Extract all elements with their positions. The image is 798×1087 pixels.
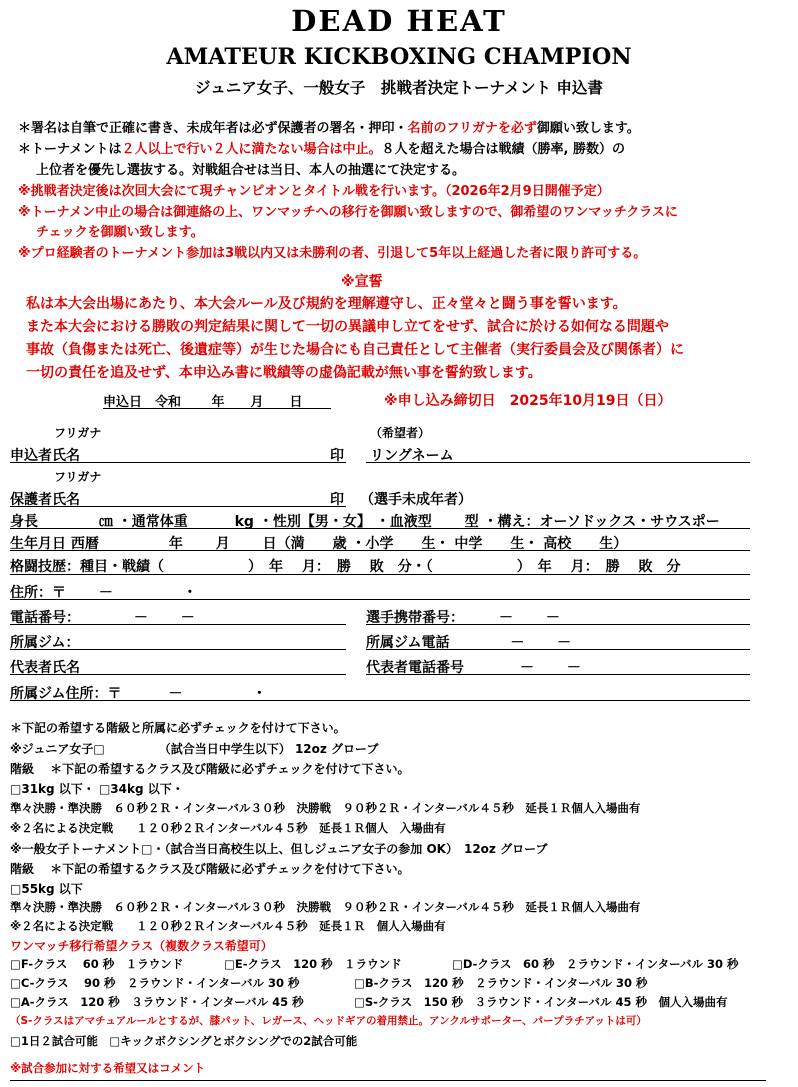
body-info: 身長 ㎝ ・通常体重 kg ・性別【男・女】 ・血液型 型 ・構え：オーソドックス・サウスポー: [10, 514, 720, 530]
form-title: ジュニア女子、一般女子 挑戦者決定トーナメント 申込書: [195, 79, 603, 97]
career-info: 格闘技歴：種目・戦績（ ） 年 月： 勝 敗 分・（ ） 年 月： 勝 敗 分: [10, 559, 681, 575]
junior-entry: ※ジュニア女子□ （試合当日中学生以下） 12oz グローブ: [10, 742, 379, 756]
class-note: ＊下記の希望する階級と所属に必ずチェックを付けて下さい。: [10, 721, 346, 735]
class-s: □S-クラス 150 秒 ３ラウンド・インターバル 45 秒 個人入場曲有: [354, 995, 728, 1009]
one-match-heading: ワンマッチ移行希望クラス（複数クラス希望可）: [10, 939, 273, 953]
class-b: □B-クラス 120 秒 ２ラウンド・インターバル 30 秒: [354, 976, 648, 990]
phone-field: 電話番号： － －: [10, 610, 195, 626]
oath-heading: ※宣誓: [341, 274, 383, 290]
rep-phone-field: 代表者電話番号 － －: [366, 660, 581, 676]
gym-field: 所属ジム：: [10, 635, 80, 651]
seal-1: 印: [330, 448, 344, 464]
note-2-cont: 上位者を優先し選抜する。対戦組合せは当日、本人の抽選にて決定する。: [36, 163, 466, 178]
class-e: □E-クラス 120 秒 １ラウンド: [224, 957, 402, 971]
wish-label: （希望者）: [370, 426, 431, 440]
note-3: ※挑戦者決定後は次回大会にて現チャンピオンとタイトル戦を行います。（2026年2月9日開催予定）: [18, 184, 610, 199]
note-4-cont: チェックを御願い致します。: [36, 225, 204, 240]
mobile-field: 選手携帯番号： － －: [366, 610, 560, 626]
oath-line-1: 私は本大会出場にあたり、本大会ルール及び規約を理解遵守し、正々堂々と闘う事を誓います。: [26, 296, 627, 312]
class-d: □D-クラス 60 秒 ２ラウンド・インターバル 30 秒: [452, 957, 739, 971]
applicant-name-label: 申込者氏名: [10, 448, 80, 464]
junior-decision: ※２名による決定戦 １２０秒２Ｒインターバル４５秒 延長１Ｒ個人 入場曲有: [10, 821, 446, 835]
general-weights: □55kg 以下: [10, 882, 83, 896]
minor-label: （選手未成年者）: [360, 492, 472, 508]
furigana-applicant: フリガナ: [54, 426, 102, 440]
address-field: 住所：〒 － ・: [10, 585, 197, 601]
seal-2: 印: [330, 492, 344, 508]
two-matches: □1日２試合可能 □キックボクシングとボクシングでの2試合可能: [10, 1034, 358, 1048]
guardian-name-label: 保護者氏名: [10, 492, 80, 508]
furigana-guardian: フリガナ: [54, 470, 102, 484]
oath-line-4: 一切の責任を追及せず、本申込み書に戦績等の虚偽記載が無い事を誓約致します。: [26, 365, 542, 381]
oath-line-2: また本大会における勝敗の判定結果に関して一切の異議申し立てをせず、試合に於ける如何なる問題や: [26, 319, 669, 335]
sub-title: AMATEUR KICKBOXING CHAMPION: [166, 44, 632, 70]
note-1: ＊署名は自筆で正確に書き、未成年者は必ず保護者の署名・押印・名前のフリガナを必ず御願い致します。: [18, 121, 640, 136]
class-c: □C-クラス 90 秒 ２ラウンド・インターバル 30 秒: [10, 976, 300, 990]
birth-info: 生年月日 西暦 年 月 日（満 歳 ・小学 生・ 中学 生・ 高校 生）: [10, 536, 628, 552]
general-weight-note: 階級 ＊下記の希望するクラス及び階級に必ずチェックを付けて下さい。: [10, 862, 410, 876]
rep-field: 代表者氏名: [10, 660, 80, 676]
note-4: ※トーナメン中止の場合は御連絡の上、ワンマッチへの移行を御願い致しますので、御希望のワンマッチクラスに: [18, 205, 678, 220]
general-entry: ※一般女子トーナメント□・（試合当日高校生以上、但しジュニア女子の参加 OK） 12oz グローブ: [10, 842, 548, 856]
note-5: ※プロ経験者のトーナメント参加は3戦以内又は未勝利の者、引退して5年以上経過した者に限り許可する。: [18, 246, 647, 261]
apply-date: 申込日 令和 年 月 日: [103, 395, 303, 410]
class-f: □F-クラス 60 秒 １ラウンド: [10, 957, 184, 971]
oath-line-3: 事故（負傷または死亡、後遺症等）が生じた場合にも自己責任として主催者（実行委員会及び関係者）に: [26, 342, 684, 358]
junior-weights: □31kg 以下・ □34kg 以下・: [10, 782, 184, 796]
deadline: ※申し込み締切日 2025年10月19日（日）: [384, 393, 672, 409]
gym-phone-field: 所属ジム電話 － －: [366, 635, 572, 651]
general-rules: 準々決勝・準決勝 ６０秒２Ｒ・インターバル３０秒 決勝戦 ９０秒２Ｒ・インターバル４５秒 延長１Ｒ個人入場曲有: [10, 900, 641, 914]
gym-address-field: 所属ジム住所：〒 － ・: [10, 686, 267, 702]
general-decision: ※２名による決定戦 １２０秒２Ｒインターバル４５秒 延長１Ｒ 個人入場曲有: [10, 919, 446, 933]
note-2: ＊トーナメントは２人以上で行い２人に満たない場合は中止。８人を超えた場合は戦績（勝率, 勝数）の: [18, 142, 625, 157]
comment-label: ※試合参加に対する希望又はコメント: [10, 1061, 206, 1075]
main-title: DEAD HEAT: [291, 4, 507, 38]
junior-rules: 準々決勝・準決勝 ６０秒２Ｒ・インターバル３０秒 決勝戦 ９０秒２Ｒ・インターバル４５秒 延長１Ｒ個人入場曲有: [10, 801, 641, 815]
ring-name-label: リングネーム: [370, 448, 454, 464]
s-class-note: （S-クラスはアマチュアルールとするが、膝パット、レガース、ヘッドギアの着用禁止。アンクルサポーター、パープラチアットは可）: [10, 1015, 647, 1027]
junior-weight-note: 階級 ＊下記の希望するクラス及び階級に必ずチェックを付けて下さい。: [10, 762, 410, 776]
class-a: □A-クラス 120 秒 ３ラウンド・インターバル 45 秒: [10, 995, 304, 1009]
